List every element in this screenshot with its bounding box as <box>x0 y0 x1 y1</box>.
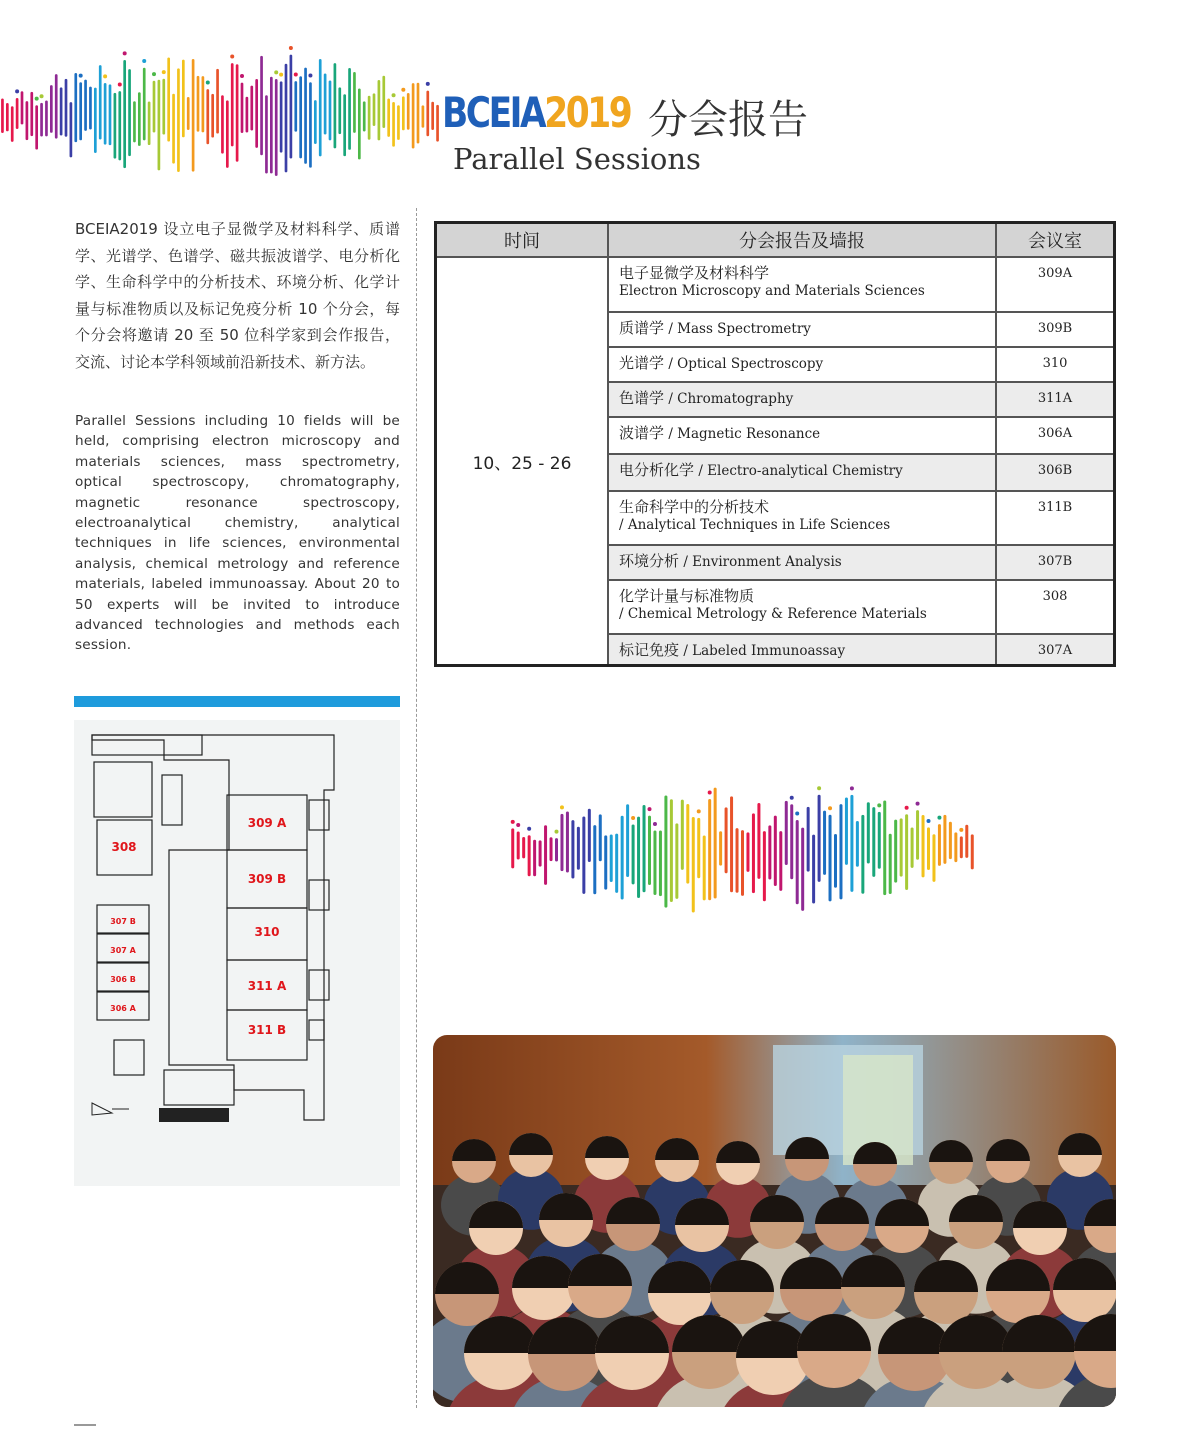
wave-dot <box>230 54 234 58</box>
wave-dot <box>560 805 564 809</box>
room-label-307b: 307 B <box>110 917 136 926</box>
session-name-cn: 质谱学 <box>619 319 665 337</box>
session-name-cn: 标记免疫 <box>619 641 680 659</box>
session-room: 311B <box>996 491 1115 545</box>
wave-dot <box>40 94 44 98</box>
wave-dot <box>927 819 931 823</box>
session-room: 307B <box>996 545 1115 580</box>
wave-dot <box>294 72 298 76</box>
session-name-en: / Analytical Techniques in Life Sciences <box>619 517 891 533</box>
sound-wave-graphic-top <box>0 45 440 185</box>
header-session: 分会报告及墙报 <box>608 223 996 258</box>
wave-dot <box>653 822 657 826</box>
session-room: 308 <box>996 580 1115 634</box>
session-name <box>608 347 996 382</box>
wave-dot <box>308 74 312 78</box>
session-name-cn: 环境分析 <box>619 552 680 570</box>
brand-part2: 2019 <box>544 88 631 137</box>
brand-part1: BCEIA <box>442 88 545 137</box>
floor-plan-drawing <box>74 720 400 1186</box>
wave-dot <box>648 807 652 811</box>
session-name-cn: 生命科学中的分析技术 <box>619 498 770 516</box>
session-name <box>608 417 996 454</box>
session-name-en: / Environment Analysis <box>683 554 842 570</box>
session-name <box>608 491 996 545</box>
session-name-cn: 光谱学 <box>619 354 665 372</box>
wave-dot <box>118 82 122 86</box>
session-name-cn: 化学计量与标准物质 <box>619 587 755 605</box>
session-room: 306A <box>996 417 1115 454</box>
audience-photo-drawing <box>433 1035 1116 1407</box>
sound-wave-graphic-middle <box>510 780 975 920</box>
session-room: 310 <box>996 347 1115 382</box>
room-label-311a: 311 A <box>247 979 287 993</box>
session-name-en: / Mass Spectrometry <box>668 321 811 337</box>
session-name-cn: 色谱学 <box>619 389 665 407</box>
session-name <box>608 634 996 666</box>
page-title-en: Parallel Sessions <box>453 142 701 176</box>
wave-dot <box>790 796 794 800</box>
intro-text-cn: BCEIA2019 设立电子显微学及材料科学、质谱学、光谱学、色谱学、磁共振波谱学、电分析化学、生命科学中的分析技术、环境分析、化学计量与标准物质以及标记免疫分析 10 个分会，每个分会将邀请 20 至 50 位科学家到会作报告，交流、讨论本学科领域前沿新技术、新方法。 <box>75 220 400 371</box>
session-name-en: / Labeled Immunoassay <box>683 643 846 659</box>
table-header-row <box>436 223 1115 258</box>
room-label-311b: 311 B <box>247 1023 287 1037</box>
session-name-en: / Electro-analytical Chemistry <box>698 463 903 479</box>
session-name-en: / Chemical Metrology & Reference Materials <box>619 606 927 622</box>
compass-icon <box>92 1103 129 1115</box>
floor-plan <box>74 720 400 1186</box>
accent-bar <box>74 696 400 707</box>
session-name-en: / Chromatography <box>668 391 794 407</box>
table-row <box>436 257 1115 312</box>
wave-dot <box>937 816 941 820</box>
wave-dot <box>516 823 520 827</box>
wave-dot <box>162 70 166 74</box>
wave-dot <box>289 46 293 50</box>
wave-dot <box>828 806 832 810</box>
intro-text-en: Parallel Sessions including 10 fields will be held, comprising electron microscopy and materials sciences, mass spectrometry, optical spectroscopy, chromatography, magnetic resonance spectroscopy, electroanalytical chemistry, analytical techniques in life sciences, environmental analysis, chemical metrology and reference materials, labeled immunoassay. About 20 to 50 experts will be invited to introduce advanced technologies and methods each session. <box>75 413 400 654</box>
sessions-table <box>434 221 1116 667</box>
wave-dot <box>631 816 635 820</box>
session-name-en: / Magnetic Resonance <box>668 426 821 442</box>
session-name-en: / Optical Spectroscopy <box>668 356 824 372</box>
session-room: 306B <box>996 454 1115 491</box>
header-room: 会议室 <box>996 223 1115 258</box>
session-date: 10、25 - 26 <box>436 257 609 666</box>
wave-dot <box>35 97 39 101</box>
wave-dot <box>142 59 146 63</box>
wave-dot <box>877 803 881 807</box>
audience-photo <box>433 1035 1116 1407</box>
session-name-cn: 电分析化学 <box>619 461 695 479</box>
wave-dot <box>708 791 712 795</box>
room-label-307a: 307 A <box>110 946 136 955</box>
room-label-306b: 306 B <box>110 975 136 984</box>
page-footer-mark <box>74 1424 96 1426</box>
header-time: 时间 <box>436 223 609 258</box>
wave-dot <box>15 89 19 93</box>
wave-dot <box>103 74 107 78</box>
column-divider <box>416 208 417 1408</box>
wave-dot <box>850 786 854 790</box>
room-label-308: 308 <box>111 840 137 854</box>
session-name <box>608 454 996 491</box>
room-label-309a: 309 A <box>247 816 287 830</box>
wave-dot <box>279 73 283 77</box>
wave-dot <box>206 80 210 84</box>
session-name-en: Electron Microscopy and Materials Sciences <box>619 283 925 299</box>
wave-dot <box>240 74 244 78</box>
session-name-cn: 电子显微学及材料科学 <box>619 264 770 282</box>
wave-dot <box>123 51 127 55</box>
session-name-cn: 波谱学 <box>619 424 665 442</box>
room-label-310: 310 <box>254 925 280 939</box>
wave-dot <box>817 786 821 790</box>
wave-dot <box>795 812 799 816</box>
wave-dot <box>401 88 405 92</box>
session-name <box>608 312 996 347</box>
session-name <box>608 545 996 580</box>
wave-dot <box>79 74 83 78</box>
wave-dot <box>426 82 430 86</box>
room-label-309b: 309 B <box>247 872 287 886</box>
session-room: 311A <box>996 382 1115 417</box>
session-name <box>608 382 996 417</box>
wave-dot <box>697 809 701 813</box>
wave-dot <box>555 830 559 834</box>
wave-dot <box>392 93 396 97</box>
session-room: 309A <box>996 257 1115 312</box>
wave-dot <box>274 70 278 74</box>
wave-dot <box>959 828 963 832</box>
session-room: 309B <box>996 312 1115 347</box>
brand-logo <box>442 88 630 137</box>
session-name <box>608 257 996 312</box>
session-name <box>608 580 996 634</box>
wave-dot <box>905 806 909 810</box>
session-room: 307A <box>996 634 1115 666</box>
page-title-cn: 分会报告 <box>648 97 808 143</box>
wave-dot <box>511 820 515 824</box>
wave-dot <box>916 802 920 806</box>
room-label-306a: 306 A <box>110 1004 136 1013</box>
wave-dot <box>527 827 531 831</box>
wave-dot <box>152 72 156 76</box>
